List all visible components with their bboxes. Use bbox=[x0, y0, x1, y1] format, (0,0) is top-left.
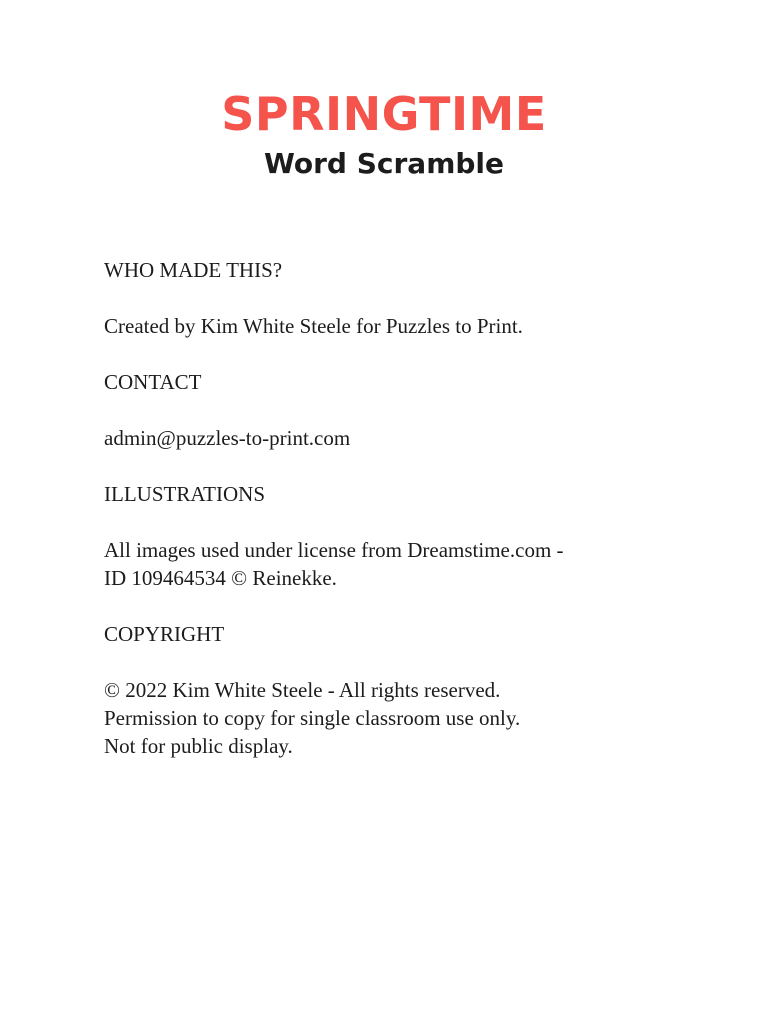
credits-content bbox=[104, 256, 704, 788]
section-heading: COPYRIGHT bbox=[104, 622, 225, 646]
section-copyright bbox=[104, 620, 704, 760]
section-illustrations bbox=[104, 480, 704, 592]
section-contact bbox=[104, 368, 704, 452]
contact-email: admin@puzzles-to-print.com bbox=[104, 426, 351, 450]
section-text-line: All images used under license from Dreamstime.com - bbox=[104, 538, 564, 562]
page-subtitle: Word Scramble bbox=[264, 147, 504, 180]
section-text-line: Created by Kim White Steele for Puzzles to Print. bbox=[104, 314, 523, 338]
section-text-line: Permission to copy for single classroom use only. bbox=[104, 706, 521, 730]
section-heading: WHO MADE THIS? bbox=[104, 258, 283, 282]
section-text-line: © 2022 Kim White Steele - All rights reserved. bbox=[104, 678, 501, 702]
section-heading: CONTACT bbox=[104, 370, 202, 394]
section-text-line: ID 109464534 © Reinekke. bbox=[104, 566, 337, 590]
section-text-line: Not for public display. bbox=[104, 734, 293, 758]
section-who-made-this bbox=[104, 256, 704, 340]
page-title: SPRINGTIME bbox=[221, 87, 547, 141]
section-heading: ILLUSTRATIONS bbox=[104, 482, 265, 506]
